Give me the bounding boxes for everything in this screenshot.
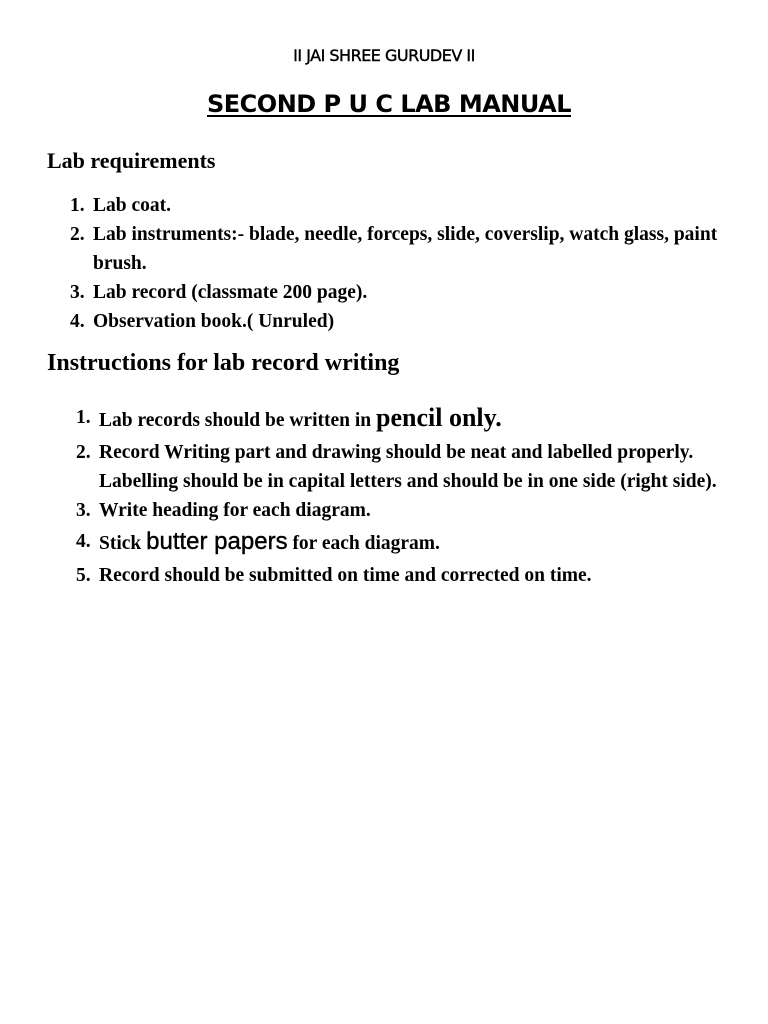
list-item bbox=[70, 191, 740, 220]
list-item-text: Lab coat. bbox=[93, 195, 171, 216]
list-item bbox=[76, 496, 736, 525]
list-item-number: 5. bbox=[76, 565, 91, 586]
instructions-list bbox=[76, 401, 736, 590]
emphasis-text: pencil only. bbox=[376, 403, 502, 432]
list-item bbox=[76, 525, 736, 561]
list-item bbox=[70, 307, 740, 336]
list-item-number: 2. bbox=[70, 224, 85, 245]
list-item bbox=[76, 438, 736, 496]
list-item-text: Stick bbox=[99, 533, 147, 554]
list-item bbox=[70, 278, 740, 307]
requirements-heading: Lab requirements bbox=[47, 148, 216, 173]
list-item-text: Lab records should be written in bbox=[99, 410, 376, 431]
list-item-text: Lab instruments:- blade, needle, forceps, slide, coverslip, watch glass, paint brush. bbox=[93, 224, 718, 274]
list-item bbox=[76, 561, 736, 590]
invocation-line: II JAI SHREE GURUDEV II bbox=[293, 46, 475, 65]
list-item-text: for each diagram. bbox=[287, 533, 440, 554]
list-item-number: 4. bbox=[76, 531, 91, 552]
list-item bbox=[76, 401, 736, 438]
list-item-number: 3. bbox=[70, 282, 85, 303]
page-title: SECOND P U C LAB MANUAL bbox=[207, 90, 571, 118]
list-item-number: 1. bbox=[76, 407, 91, 428]
list-item-text: Record should be submitted on time and corrected on time. bbox=[99, 565, 592, 586]
list-item-text: Observation book.( Unruled) bbox=[93, 311, 335, 332]
list-item-text: Write heading for each diagram. bbox=[99, 500, 371, 521]
emphasis-text: butter papers bbox=[146, 528, 288, 555]
list-item-number: 3. bbox=[76, 500, 91, 521]
list-item-text: Lab record (classmate 200 page). bbox=[93, 282, 368, 303]
list-item-text: Record Writing part and drawing should be neat and labelled properly. Labelling should be in capital letters and should be in one side (right side). bbox=[99, 442, 717, 492]
list-item-number: 4. bbox=[70, 311, 85, 332]
instructions-heading: Instructions for lab record writing bbox=[47, 350, 400, 376]
list-item-number: 2. bbox=[76, 442, 91, 463]
list-item bbox=[70, 220, 740, 278]
requirements-list bbox=[70, 191, 740, 336]
list-item-number: 1. bbox=[70, 195, 85, 216]
